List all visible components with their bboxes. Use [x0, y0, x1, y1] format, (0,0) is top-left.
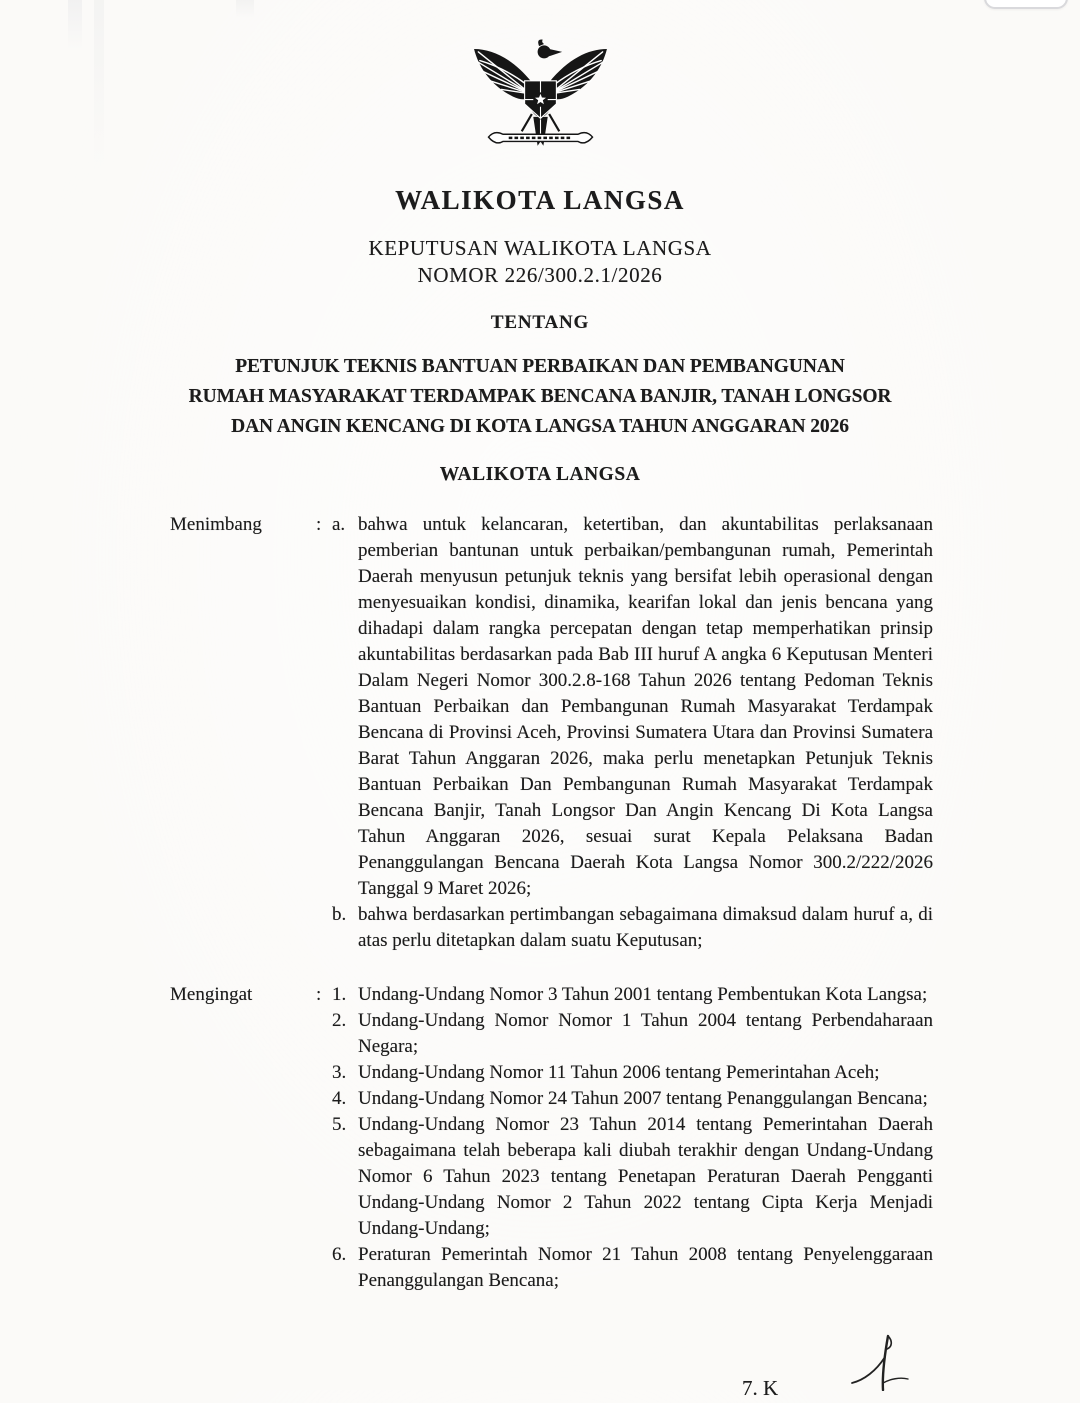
- doc-type-line: KEPUTUSAN WALIKOTA LANGSA: [368, 236, 712, 260]
- subject-line-2: RUMAH MASYARAKAT TERDAMPAK BENCANA BANJIR, TANAH LONGSOR: [188, 386, 892, 407]
- garuda-pancasila-icon: [468, 36, 613, 166]
- item-text: Undang-Undang Nomor 24 Tahun 2007 tentang Penanggulangan Bencana;: [358, 1088, 928, 1109]
- item-text: Undang-Undang Nomor Nomor 1 Tahun 2004 tentang Perbendaharaan Negara;: [358, 1010, 933, 1057]
- document-header: [0, 0, 1080, 486]
- clause-row: [170, 512, 933, 902]
- colon: :: [316, 984, 322, 1005]
- garuda-pancasila-emblem: [468, 36, 613, 171]
- clauses-body: [170, 512, 933, 1294]
- pen-mark-icon: [848, 1333, 918, 1396]
- considering-label: Menimbang: [170, 514, 262, 535]
- subject-title: [0, 352, 1080, 442]
- item-marker: 5.: [332, 1114, 347, 1135]
- item-text: bahwa untuk kelancaran, ketertiban, dan akuntabilitas perlaksanaan pemberian bantunan untuk perbaikan/pembangunan rumah, Pemerintah Daerah menyusun petunjuk teknis yang bersifat lebih operasional dengan menyesuaikan kondisi, dinamika, kearifan lokal dan jenis bencana yang dihadapi dalam rangka percepatan dengan tetap memperhatikan prinsip akuntabilitas berdasarkan pada Bab III huruf A angka 6 Keputusan Menteri Dalam Negeri Nomor 300.2.8-168 Tahun 2026 tentang Pedoman Teknis Bantuan Perbaikan dan Pembangunan Rumah Masyarakat Terdampak Bencana di Provinsi Aceh, Provinsi Sumatera Utara dan Provinsi Sumatera Barat Tahun Anggaran 2026, maka perlu menetapkan Petunjuk Teknis Bantuan Perbaikan Dan Pembangunan Rumah Masyarakat Terdampak Bencana Banjir, Tanah Longsor Dan Angin Kencang Di Kota Langsa Tahun Anggaran 2026, sesuai surat Kepala Pelaksana Badan Penanggulangan Bencana Daerah Kota Langsa Nomor 300.2/222/2026 Tanggal 9 Maret 2026;: [358, 514, 933, 899]
- browser-pill-fragment[interactable]: [984, 0, 1068, 9]
- clause-row: [170, 902, 933, 954]
- org-title: WALIKOTA LANGSA: [395, 185, 685, 215]
- legal-basis-section: [170, 982, 933, 1294]
- item-text: Undang-Undang Nomor 11 Tahun 2006 tentang Pemerintahan Aceh;: [358, 1062, 880, 1083]
- doc-number-line: NOMOR 226/300.2.1/2026: [417, 263, 663, 287]
- colon: :: [316, 514, 322, 535]
- legal-basis-label: Mengingat: [170, 984, 253, 1005]
- item-marker: 1.: [332, 984, 347, 1005]
- issuer-title: WALIKOTA LANGSA: [439, 464, 641, 485]
- subject-line-1: PETUNJUK TEKNIS BANTUAN PERBAIKAN DAN PEMBANGUNAN: [235, 356, 845, 377]
- item-marker: 4.: [332, 1088, 347, 1109]
- item-marker: 6.: [332, 1244, 347, 1265]
- item-text: bahwa berdasarkan pertimbangan sebagaimana dimaksud dalam huruf a, di atas perlu ditetapkan dalam suatu Keputusan;: [358, 904, 933, 951]
- item-marker: a.: [332, 514, 346, 535]
- item-marker: 3.: [332, 1062, 347, 1083]
- about-label: TENTANG: [490, 312, 590, 333]
- clause-row: [170, 1008, 933, 1060]
- subject-line-3: DAN ANGIN KENCANG DI KOTA LANGSA TAHUN ANGGARAN 2026: [231, 416, 849, 437]
- clause-row: [170, 982, 933, 1008]
- clause-row: [170, 1086, 933, 1112]
- cutoff-list-item: 7. K: [742, 1376, 779, 1400]
- considering-section: [170, 512, 933, 954]
- item-text: Peraturan Pemerintah Nomor 21 Tahun 2008 tentang Penyelenggaraan Penanggulangan Bencana;: [358, 1244, 933, 1291]
- clause-row: [170, 1060, 933, 1086]
- item-marker: 2.: [332, 1010, 347, 1031]
- item-text: Undang-Undang Nomor 23 Tahun 2014 tentang Pemerintahan Daerah sebagaimana telah beberapa kali diubah terakhir dengan Undang-Undang Nomor 6 Tahun 2023 tentang Penetapan Peraturan Daerah Pengganti Undang-Undang Nomor 2 Tahun 2022 tentang Cipta Kerja Menjadi Undang-Undang;: [358, 1114, 933, 1239]
- clause-row: [170, 1242, 933, 1294]
- clause-row: [170, 1112, 933, 1242]
- item-marker: b.: [332, 904, 347, 925]
- item-text: Undang-Undang Nomor 3 Tahun 2001 tentang Pembentukan Kota Langsa;: [358, 984, 928, 1005]
